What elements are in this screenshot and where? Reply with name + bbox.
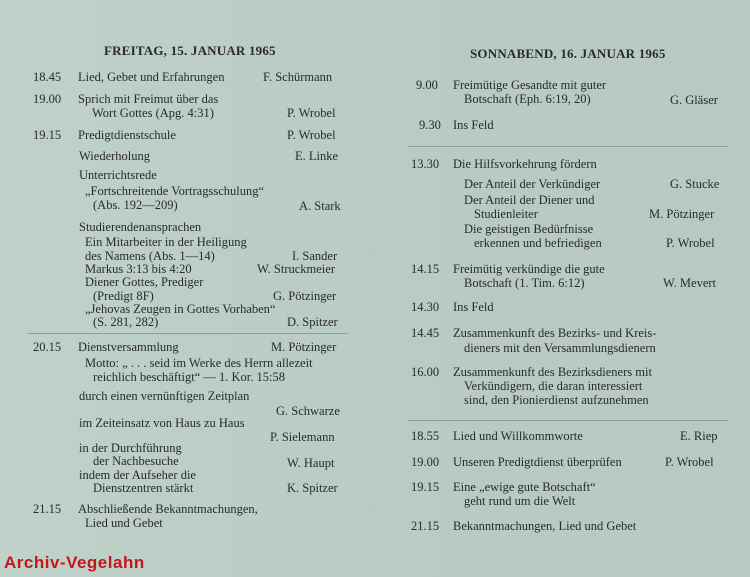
speaker: E. Linke <box>295 149 339 163</box>
speaker: A. Stark <box>299 199 341 213</box>
item-text: (Abs. 192—209) <box>93 198 178 212</box>
item-text: Die geistigen Bedürfnisse <box>464 222 594 236</box>
item-text: Eine „ewige gute Botschaft“ <box>453 480 596 494</box>
item-text: Bekanntmachungen, Lied und Gebet <box>453 519 637 533</box>
item-text: Wort Gottes (Apg. 4:31) <box>92 106 214 120</box>
speaker: G. Schwarze <box>276 404 340 418</box>
time-2015: 20.15 <box>33 340 62 354</box>
item-text: im Zeiteinsatz von Haus zu Haus <box>79 416 245 430</box>
time-1330: 13.30 <box>411 157 440 171</box>
speaker: P. Sielemann <box>270 430 335 444</box>
item-text: Studienleiter <box>474 207 538 221</box>
item-text: „Jehovas Zeugen in Gottes Vorhaben“ <box>85 302 276 316</box>
time-1445: 14.45 <box>411 326 440 340</box>
divider <box>408 420 728 421</box>
speaker: E. Riep <box>680 429 718 443</box>
time-930: 9.30 <box>419 118 441 132</box>
time-2115: 21.15 <box>33 502 62 516</box>
item-text: Verkündigern, die daran interessiert <box>464 379 643 393</box>
time-1855: 18.55 <box>411 429 440 443</box>
item-text: Zusammenkunft des Bezirks- und Kreis- <box>453 326 657 340</box>
speaker: W. Haupt <box>287 456 335 470</box>
item-text: Der Anteil der Verkündiger <box>464 177 601 191</box>
speaker: M. Pötzinger <box>271 340 337 354</box>
item-text: erkennen und befriedigen <box>474 236 602 250</box>
saturday-heading: SONNABEND, 16. JANUAR 1965 <box>470 46 666 61</box>
time-1600: 16.00 <box>411 365 440 379</box>
archive-watermark: Archiv-Vegelahn <box>4 553 145 572</box>
item-text: Lied und Willkommworte <box>453 429 583 443</box>
item-text: Freimütig verkündige die gute <box>453 262 605 276</box>
divider <box>28 333 348 334</box>
item-text: sind, den Pionierdienst aufzunehmen <box>464 393 649 407</box>
divider <box>408 146 728 147</box>
item-text: Wiederholung <box>79 149 151 163</box>
item-text: Ins Feld <box>453 300 494 314</box>
time-1900: 19.00 <box>411 455 440 469</box>
item-text: Studierendenansprachen <box>79 220 202 234</box>
item-text: Die Hilfsvorkehrung fördern <box>453 157 597 171</box>
speaker: G. Stucke <box>670 177 720 191</box>
time-1430: 14.30 <box>411 300 440 314</box>
item-text: Ins Feld <box>453 118 494 132</box>
item-text: Botschaft (Eph. 6:19, 20) <box>464 92 591 106</box>
friday-heading: FREITAG, 15. JANUAR 1965 <box>104 43 276 58</box>
time-2115: 21.15 <box>411 519 440 533</box>
speaker: K. Spitzer <box>287 481 338 495</box>
time-1845: 18.45 <box>33 70 62 84</box>
speaker: W. Struckmeier <box>257 262 335 276</box>
page-fold <box>374 0 376 577</box>
item-text: Der Anteil der Diener und <box>464 193 595 207</box>
item-text: Botschaft (1. Tim. 6:12) <box>464 276 585 290</box>
item-text: Dienstversammlung <box>78 340 179 354</box>
speaker: W. Mevert <box>663 276 716 290</box>
item-text: Zusammenkunft des Bezirksdieners mit <box>453 365 652 379</box>
speaker: D. Spitzer <box>287 315 338 329</box>
item-text: Unseren Predigtdienst überprüfen <box>453 455 622 469</box>
item-text: geht rund um die Welt <box>464 494 576 508</box>
time-1915: 19.15 <box>33 128 62 142</box>
item-text: Diener Gottes, Prediger <box>85 275 204 289</box>
speaker: P. Wrobel <box>665 455 714 469</box>
item-text: des Namens (Abs. 1—14) <box>85 249 215 263</box>
speaker: P. Wrobel <box>287 106 336 120</box>
item-text: Dienstzentren stärkt <box>93 481 194 495</box>
item-text: der Nachbesuche <box>93 454 179 468</box>
item-text: Ein Mitarbeiter in der Heiligung <box>85 235 247 249</box>
item-text: Abschließende Bekanntmachungen, <box>78 502 258 516</box>
item-text: (S. 281, 282) <box>93 315 159 329</box>
time-900: 9.00 <box>416 78 438 92</box>
speaker: I. Sander <box>292 249 338 263</box>
item-text: in der Durchführung <box>79 441 182 455</box>
item-text: durch einen vernünftigen Zeitplan <box>79 389 250 403</box>
item-text: Markus 3:13 bis 4:20 <box>85 262 192 276</box>
item-text: Predigtdienstschule <box>78 128 176 142</box>
time-1415: 14.15 <box>411 262 440 276</box>
speaker: P. Wrobel <box>666 236 715 250</box>
time-1915: 19.15 <box>411 480 440 494</box>
item-text: Lied und Gebet <box>85 516 163 530</box>
item-text: dieners mit den Versammlungsdienern <box>464 341 656 355</box>
item-text: Freimütige Gesandte mit guter <box>453 78 607 92</box>
item-text: „Fortschreitende Vortragsschulung“ <box>85 184 265 198</box>
speaker: M. Pötzinger <box>649 207 715 221</box>
time-1900: 19.00 <box>33 92 62 106</box>
item-text: Sprich mit Freimut über das <box>78 92 219 106</box>
item-text: indem der Aufseher die <box>79 468 196 482</box>
speaker: P. Wrobel <box>287 128 336 142</box>
speaker: G. Gläser <box>670 93 718 107</box>
item-text: (Predigt 8F) <box>93 289 154 303</box>
item-text: Motto: „ . . . seid im Werke des Herrn allezeit <box>85 356 313 370</box>
item-text: Unterrichtsrede <box>79 168 157 182</box>
speaker: F. Schürmann <box>263 70 333 84</box>
item-text: Lied, Gebet und Erfahrungen <box>78 70 225 84</box>
item-text: reichlich beschäftigt“ — 1. Kor. 15:58 <box>93 370 285 384</box>
speaker: G. Pötzinger <box>273 289 337 303</box>
